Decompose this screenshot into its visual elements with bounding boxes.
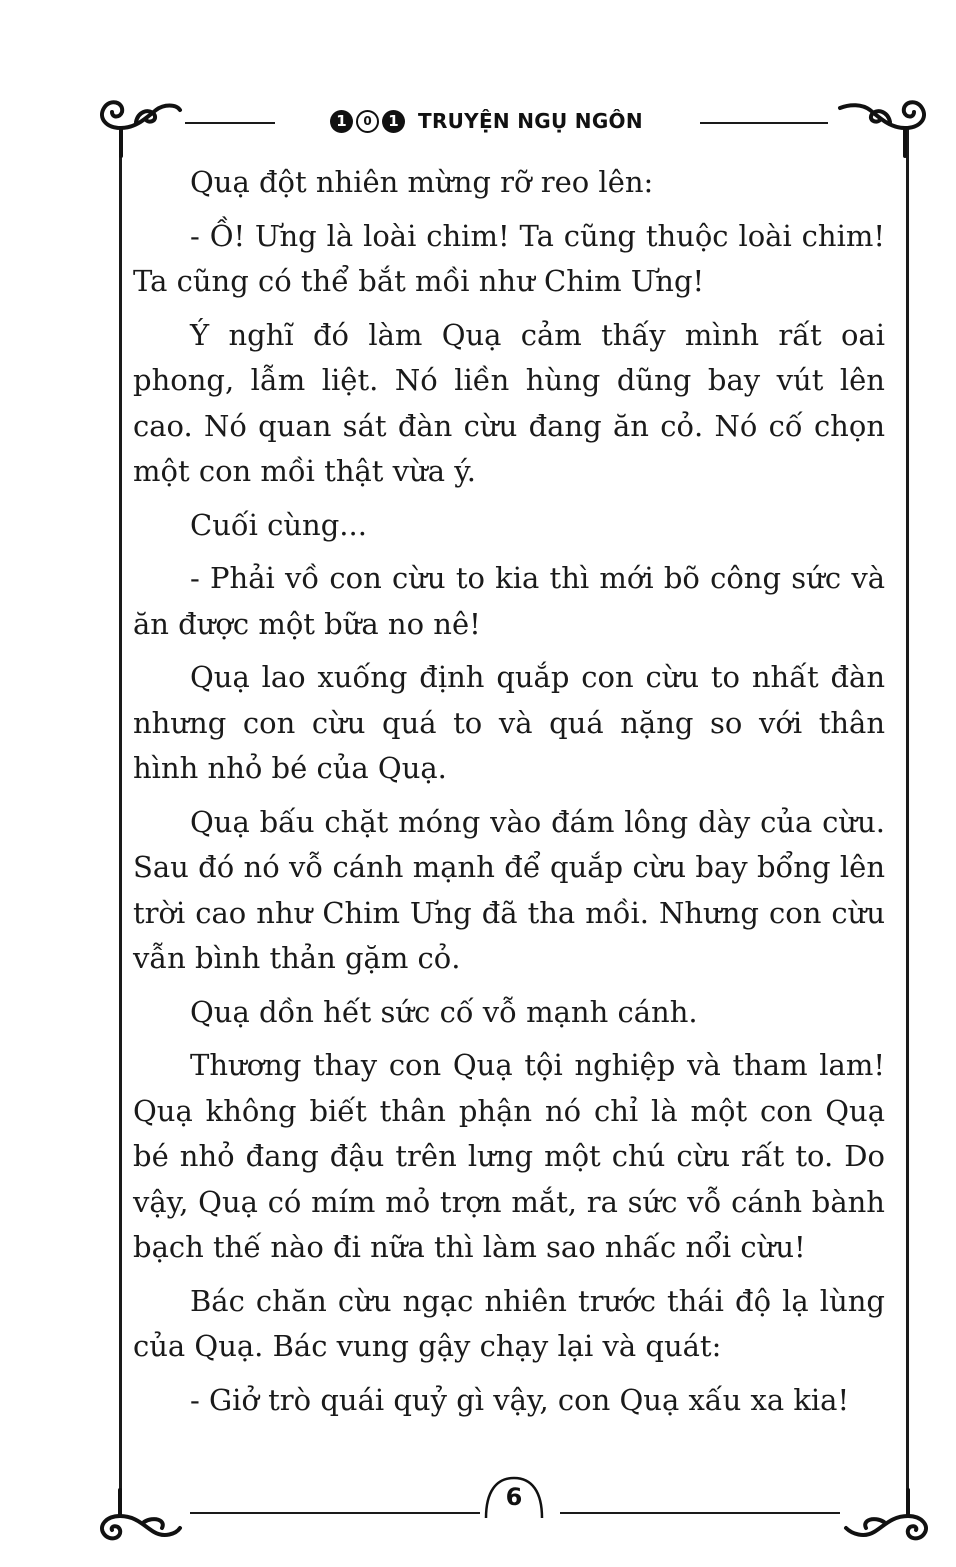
paragraph: Bác chăn cừu ngạc nhiên trước thái độ lạ lùng của Quạ. Bác vung gậy chạy lại và quát:	[133, 1283, 885, 1363]
story-text	[133, 160, 885, 1431]
header-left-rule	[185, 122, 275, 124]
paragraph: - Ồ! Ưng là loài chim! Ta cũng thuộc loài chim! Ta cũng có thể bắt mồi như Chim Ưng!	[133, 218, 885, 298]
header-badge-left: 1	[330, 110, 353, 133]
paragraph: - Giở trò quái quỷ gì vậy, con Quạ xấu xa kia!	[190, 1382, 850, 1417]
running-header	[330, 104, 643, 138]
paragraph: - Phải vồ con cừu to kia thì mới bõ công sức và ăn được một bữa no nê!	[133, 561, 885, 641]
frame-bottom-right-rule	[560, 1512, 840, 1514]
top-left-ornament-icon	[86, 88, 186, 158]
header-right-rule	[700, 122, 828, 124]
header-badge-middle: 0	[356, 110, 379, 133]
paragraph: Quạ đột nhiên mừng rỡ reo lên:	[190, 165, 654, 199]
book-title: TRUYỆN NGỤ NGÔN	[418, 109, 643, 133]
bottom-left-ornament-icon	[88, 1486, 188, 1546]
header-badge-right: 1	[382, 110, 405, 133]
bottom-right-ornament-icon	[838, 1486, 938, 1546]
paragraph: Quạ dồn hết sức cố vỗ mạnh cánh.	[190, 994, 698, 1029]
paragraph: Thương thay con Quạ tội nghiệp và tham lam! Quạ không biết thân phận nó chỉ là một con Quạ bé nhỏ đang đậu trên lưng một chú cừu rất to. Do vậy, Quạ có mím mỏ trợn mắt, ra sức vỗ cánh bành bạch thế nào đi nữa thì làm sao nhấc nổi cừu!	[133, 1048, 885, 1264]
page-number: 6	[505, 1483, 523, 1511]
paragraph: Ý nghĩ đó làm Quạ cảm thấy mình rất oai phong, lẫm liệt. Nó liền hùng dũng bay vút lên cao. Nó quan sát đàn cừu đang ăn cỏ. Nó cố chọn một con mồi thật vừa ý.	[133, 317, 885, 488]
paragraph: Cuối cùng...	[190, 507, 367, 542]
paragraph: Quạ lao xuống định quắp con cừu to nhất đàn nhưng con cừu quá to và quá nặng so với thân hình nhỏ bé của Quạ.	[133, 660, 885, 785]
top-right-ornament-icon	[830, 88, 930, 158]
frame-bottom-left-rule	[190, 1512, 480, 1514]
frame-right-border	[906, 128, 909, 1498]
paragraph: Quạ bấu chặt móng vào đám lông dày của cừu. Sau đó nó vỗ cánh mạnh để quắp cừu bay bổng lên trời cao như Chim Ưng đã tha mồi. Nhưng con cừu vẫn bình thản gặm cỏ.	[133, 804, 885, 975]
frame-left-border	[119, 128, 122, 1498]
